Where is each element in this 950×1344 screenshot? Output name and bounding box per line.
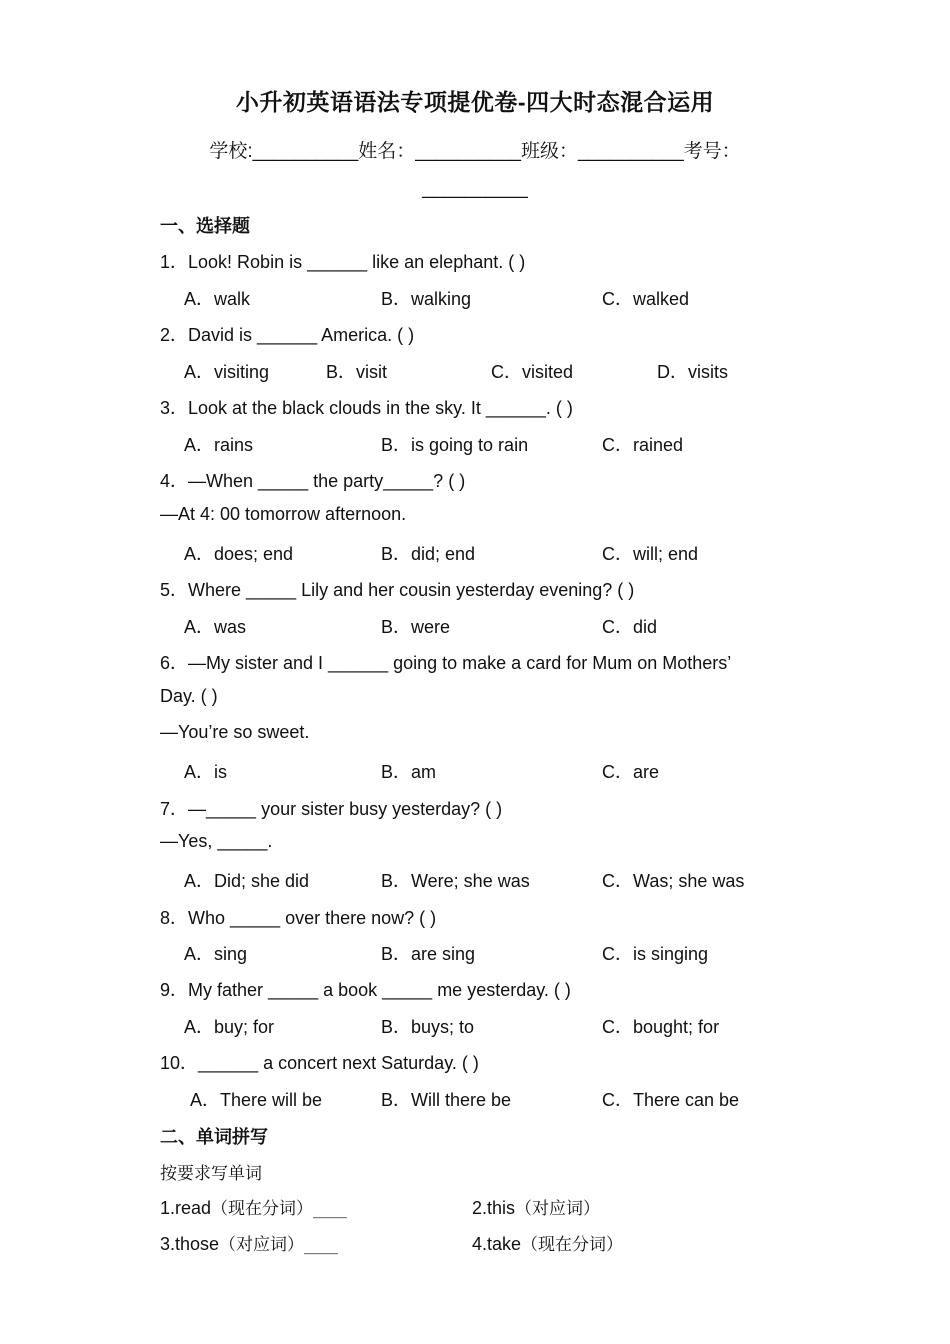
question-10: 10．______ a concert next Saturday. ( ) (160, 1053, 479, 1073)
spelling-item-note: （对应词）____ (219, 1235, 339, 1255)
question-7-response: —Yes, _____. (160, 831, 273, 851)
q3-option-a: A．rains (184, 435, 254, 455)
question-6: 6．—My sister and I ______ going to make a card for Mum on Mothers’ (160, 653, 732, 673)
q5-option-a: A．was (184, 617, 247, 637)
q3-option-b: B．is going to rain (381, 435, 529, 455)
q6-option-a: A．is (184, 762, 228, 782)
spelling-item-note: （对应词） (515, 1199, 601, 1219)
q9-option-b: B．buys; to (381, 1017, 475, 1037)
spelling-item-word: 2.this (472, 1198, 516, 1218)
q1-option-a: A．walk (184, 289, 251, 309)
spelling-item-word: 3.those (160, 1234, 220, 1254)
q6-option-c: C．are (602, 762, 660, 782)
spelling-instruction: 按要求写单词 (160, 1164, 262, 1184)
q10-option-b: B．Will there be (381, 1090, 512, 1110)
q4-option-c: C．will; end (602, 544, 699, 564)
spelling-item-word: 4.take (472, 1234, 522, 1254)
q2-option-b: B．visit (326, 362, 388, 382)
q1-option-c: C．walked (602, 289, 690, 309)
q5-option-b: B．were (381, 617, 451, 637)
question-4: 4．—When _____ the party_____? ( ) (160, 471, 466, 491)
q9-option-c: C．bought; for (602, 1017, 720, 1037)
q9-option-a: A．buy; for (184, 1017, 275, 1037)
q10-option-a: A．There will be (190, 1090, 323, 1110)
question-3: 3．Look at the black clouds in the sky. It ______. ( ) (160, 398, 573, 418)
page-title: 小升初英语语法专项提优卷-四大时态混合运用 (235, 89, 715, 115)
spelling-item-1 (160, 1194, 347, 1219)
q7-option-a: A．Did; she did (184, 871, 310, 891)
question-7: 7．—_____ your sister busy yesterday? ( ) (160, 799, 503, 819)
question-6-response: —You’re so sweet. (160, 722, 310, 742)
question-8: 8．Who _____ over there now? ( ) (160, 908, 437, 928)
q2-option-d: D．visits (657, 362, 728, 382)
q2-option-c: C．visited (491, 362, 574, 382)
q5-option-c: C．did (602, 617, 658, 637)
q2-option-a: A．visiting (184, 362, 270, 382)
spelling-item-note: （现在分词） (521, 1235, 624, 1255)
q4-option-b: B．did; end (381, 544, 476, 564)
student-info-blank: __________ (422, 178, 528, 199)
spelling-item-4 (472, 1230, 623, 1255)
spelling-item-note: （现在分词）____ (211, 1199, 348, 1219)
question-5: 5．Where _____ Lily and her cousin yesterday evening? ( ) (160, 580, 635, 600)
q3-option-c: C．rained (602, 435, 684, 455)
question-4-response: —At 4: 00 tomorrow afternoon. (160, 504, 407, 524)
q6-option-b: B．am (381, 762, 437, 782)
question-9: 9．My father _____ a book _____ me yesterday. ( ) (160, 980, 571, 1000)
q7-option-b: B．Were; she was (381, 871, 530, 891)
q4-option-a: A．does; end (184, 544, 294, 564)
question-6-continued: Day. ( ) (160, 686, 218, 706)
q8-option-b: B．are sing (381, 944, 476, 964)
section-heading-choice: 一、选择题 (160, 216, 250, 237)
question-2: 2．David is ______ America. ( ) (160, 325, 415, 345)
spelling-item-3 (160, 1230, 338, 1255)
question-1: 1．Look! Robin is ______ like an elephant. ( ) (160, 252, 526, 272)
section-heading-spelling: 二、单词拼写 (160, 1127, 268, 1148)
q8-option-a: A．sing (184, 944, 248, 964)
student-info-line: 学校:__________姓名：__________班级：__________考号： (209, 141, 741, 162)
q7-option-c: C．Was; she was (602, 871, 745, 891)
q8-option-c: C．is singing (602, 944, 709, 964)
spelling-item-word: 1.read (160, 1198, 212, 1218)
q1-option-b: B．walking (381, 289, 472, 309)
q10-option-c: C．There can be (602, 1090, 740, 1110)
spelling-item-2 (472, 1194, 600, 1219)
